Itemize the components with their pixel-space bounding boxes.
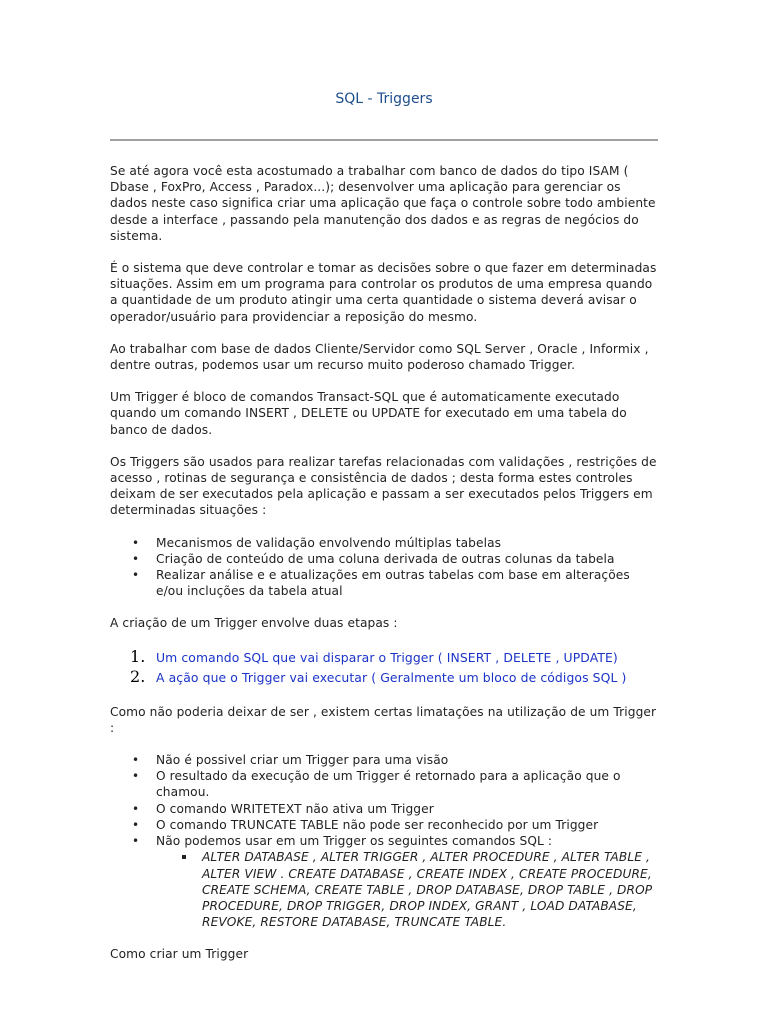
list-item: • Não é possivel criar um Trigger para uma visão (156, 752, 660, 768)
paragraph-trigger-definition: Um Trigger é bloco de comandos Transact-SQL que é automaticamente executado quando um comando INSERT , DELETE ou UPDATE for executado em uma tabela do banco de dados. (110, 390, 627, 437)
step-item (130, 646, 660, 668)
uses-list (110, 535, 660, 600)
list-item: • Realizar análise e e atualizações em outras tabelas com base em alterações e/ou incluções da tabela atual (156, 567, 660, 599)
list-item (156, 833, 660, 930)
list-item-text: Não podemos usar em um Trigger os seguintes comandos SQL : (156, 834, 553, 849)
page-title: SQL - Triggers (335, 91, 433, 107)
paragraph-intro: Se até agora você esta acostumado a trabalhar com banco de dados do tipo ISAM ( Dbase , FoxPro, Access , Paradox...); desenvolver uma aplicação para gerenciar os dados neste caso significa criar uma aplicação que faça o controle sobre todo ambiente desde a interface , passando pela manutenção dos dados e as regras de negócios do sistema. (110, 164, 656, 243)
paragraph-limits-intro: Como não poderia deixar de ser , existem certas limatações na utilização de um Trigger : (110, 704, 657, 735)
step-text: A ação que o Trigger vai executar ( Geralmente um bloco de códigos SQL ) (156, 669, 627, 685)
paragraph-how-to-create: Como criar um Trigger (110, 947, 249, 962)
step-text: Um comando SQL que vai disparar o Trigger ( INSERT , DELETE , UPDATE) (156, 649, 618, 665)
document-body (110, 163, 660, 979)
list-item: • Criação de conteúdo de uma coluna derivada de outras colunas da tabela (156, 551, 660, 567)
list-item: • O comando WRITETEXT não ativa um Trigger (156, 801, 660, 817)
step-number: 2. (130, 666, 146, 686)
paragraph-system-control: É o sistema que deve controlar e tomar as decisões sobre o que fazer em determinadas situações. Assim em um programa para controlar os produtos de uma empresa quando a quantidade de um produto atingir uma certa quantidade o sistema deverá avisar o operador/usuário para providenciar a reposição do mesmo. (110, 261, 657, 324)
sql-commands-item: ALTER DATABASE , ALTER TRIGGER , ALTER PROCEDURE , ALTER TABLE , ALTER VIEW . CREATE DATABASE , CREATE INDEX , CREATE PROCEDURE, CREATE SCHEMA, CREATE TABLE , DROP DATABASE, DROP TABLE , DROP PROCEDURE, DROP TRIGGER, DROP INDEX, GRANT , LOAD DATABASE, REVOKE, RESTORE DATABASE, TRUNCATE TABLE. (202, 849, 660, 930)
paragraph-client-server: Ao trabalhar com base de dados Cliente/Servidor como SQL Server , Oracle , Informix , dentre outras, podemos usar um recurso muito poderoso chamado Trigger. (110, 341, 649, 373)
paragraph-steps-intro: A criação de um Trigger envolve duas etapas : (110, 616, 398, 631)
list-item: • O resultado da execução de um Trigger é retornado para a aplicação que o chamou. (156, 768, 660, 800)
title-divider (110, 139, 658, 141)
paragraph-trigger-uses: Os Triggers são usados para realizar tarefas relacionadas com validações , restrições de acesso , rotinas de segurança e consistência de dados ; desta forma estes controles deixam de ser executados pela aplicação e passam a ser executados pelos Triggers em determinadas situações : (110, 454, 657, 518)
step-item (130, 666, 660, 688)
step-number: 1. (130, 646, 146, 666)
steps-list (110, 648, 660, 688)
sql-commands-list (156, 849, 660, 930)
list-item: • Mecanismos de validação envolvendo múltiplas tabelas (156, 535, 660, 551)
limits-list (110, 752, 660, 930)
list-item: • O comando TRUNCATE TABLE não pode ser reconhecido por um Trigger (156, 817, 660, 833)
